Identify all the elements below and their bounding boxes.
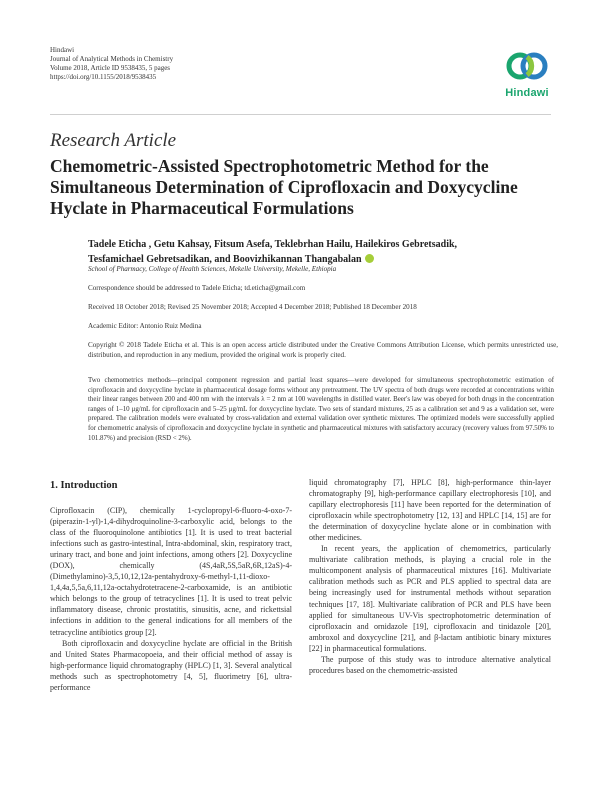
body-column-right xyxy=(309,477,551,676)
article-type: Research Article xyxy=(50,130,177,151)
paragraph: In recent years, the application of chemometrics, particularly multivariate calibration methods, is playing a crucial role in the multicomponent analysis of pharmaceutical mixtures [16]. Multivariate calibration methods such as PCR and PLS applied to spectral data are being increasingly used for instrumental methods without separation techniques [17, 18]. Multivariate calibration of PCR and PLS have been applied for simultaneous UV-Vis spectrophotometric determination of ciprofloxacin and ornidazole [19], ciprofloxacin and tinidazole [20], ambroxol and doxycycline [21], and β-lactam antibiotic binary mixtures [22] in pharmaceutical formulations. xyxy=(309,544,551,653)
doi-link[interactable]: https://doi.org/10.1155/2018/9538435 xyxy=(50,73,157,81)
paragraph: The purpose of this study was to introduce alternative analytical procedures based on the chemometric-assisted xyxy=(309,654,551,675)
copyright-notice: Copyright © 2018 Tadele Eticha et al. This is an open access article distributed under the Creative Commons Attribution License, which permits unrestricted use, distribution, and reproduction in any medium, provided the original work is properly cited. xyxy=(88,341,558,359)
hindawi-logo-icon xyxy=(497,46,557,88)
orcid-icon[interactable] xyxy=(365,254,374,263)
authors-line-2-text: Tesfamichael Gebretsadikan, and Boovizhikannan Thangabalan xyxy=(88,254,362,265)
hindawi-logo[interactable] xyxy=(497,46,557,104)
logo-text: Hindawi xyxy=(505,87,549,99)
abstract: Two chemometrics methods—principal component regression and partial least squares—were developed for simultaneous spectrophotometric estimation of ciprofloxacin and doxycycline hyclate in pharmaceutical dosage forms without any pretreatment. The UV spectra of both drugs were recorded at concentrations within their linear ranges between 200 and 400 nm with the intervals λ = 2 nm at 100 wavelengths in distilled water. Beer's law was obeyed for both drugs in the concentration ranges of 1–10 μg/mL for ciprofloxacin and 5–25 μg/mL for doxycycline hyclate. Two sets of standard mixtures, 25 as a calibration set and 9 as a validation set, were prepared. The calibration models were evaluated by cross-validation and external validation over synthetic mixtures. The optimized models were successfully applied for chemometric analysis of ciprofloxacin and doxycycline hyclate in synthetic and pharmaceutical mixtures with satisfactory accuracy (recovery values from 97.50% to 101.87%) and precision (RSD < 2%). xyxy=(88,377,554,442)
publisher-name: Hindawi xyxy=(50,46,75,54)
paragraph: Both ciprofloxacin and doxycycline hyclate are official in the British and United States Pharmacopoeia, and their official method of assay is high-performance liquid chromatography (HPLC) [1, 3]. Several analytical methods such as spectrophotometry [4, 5], fluorimetry [6], ultra-performance xyxy=(50,638,292,692)
paragraph: Ciprofloxacin (CIP), chemically 1-cyclopropyl-6-fluoro-4-oxo-7-(piperazin-1-yl)-1,4-dihydroquinoline-3-carboxylic acid, belongs to the class of the fluoroquinolone antibiotics [1]. It is used to treat bacterial infections such as gastro-intestinal, Intra-abdominal, skin, respiratory tract, urinary tract, and bone and joint infections, among others [2]. Doxycycline (DOX), chemically (4S,4aR,5S,5aR,6R,12aS)-4-(Dimethylamino)-3,5,10,12,12a-pentahydroxy-6-methyl-1,11-dioxo-1,4,4a,5,5a,6,11,12a-octahydrotetracene-2-carboxamide, is an antibiotic which belongs to the group of tetracyclines [1]. It is used to treat pelvic inflammatory disease, chronic prostatitis, sinusitis, acne, and rickettsial infections in addition to the general indications for all members of the tetracycline antibiotics group [2]. xyxy=(50,506,292,637)
authors-line-1 xyxy=(88,237,578,252)
affiliation: School of Pharmacy, College of Health Sciences, Mekelle University, Mekelle, Ethiopia xyxy=(88,265,337,273)
paragraph: liquid chromatography [7], HPLC [8], high-performance thin-layer chromatography [9], high-performance capillary electrophoresis [10], and capillary electrophoresis [11] have been reported for the determination of ciprofloxacin while spectrophotometry [12, 13] and HPLC [14, 15] are for the determination of doxycycline hyclate alone or in combination with other medicines. xyxy=(309,478,551,543)
journal-name: Journal of Analytical Methods in Chemistry xyxy=(50,55,174,63)
section-heading-introduction: 1. Introduction xyxy=(50,480,118,491)
volume-info: Volume 2018, Article ID 9538435, 5 pages xyxy=(50,64,171,72)
article-title: Chemometric-Assisted Spectrophotometric Method for the Simultaneous Determination of Ciprofloxacin and Doxycycline Hyclate in Pharmaceutical Formulations xyxy=(50,156,518,218)
journal-header xyxy=(50,46,173,82)
correspondence: Correspondence should be addressed to Tadele Eticha; td.eticha@gmail.com xyxy=(88,284,306,292)
authors-line-1-text: Tadele Eticha , Getu Kahsay, Fitsum Asefa, Teklebrhan Hailu, Hailekiros Gebretsadik, xyxy=(88,239,458,250)
academic-editor: Academic Editor: Antonio Ruiz Medina xyxy=(88,322,202,330)
author-list xyxy=(88,237,578,267)
header-divider xyxy=(50,114,551,115)
body-column-left xyxy=(50,505,292,693)
publication-dates: Received 18 October 2018; Revised 25 November 2018; Accepted 4 December 2018; Published 18 December 2018 xyxy=(88,303,417,311)
